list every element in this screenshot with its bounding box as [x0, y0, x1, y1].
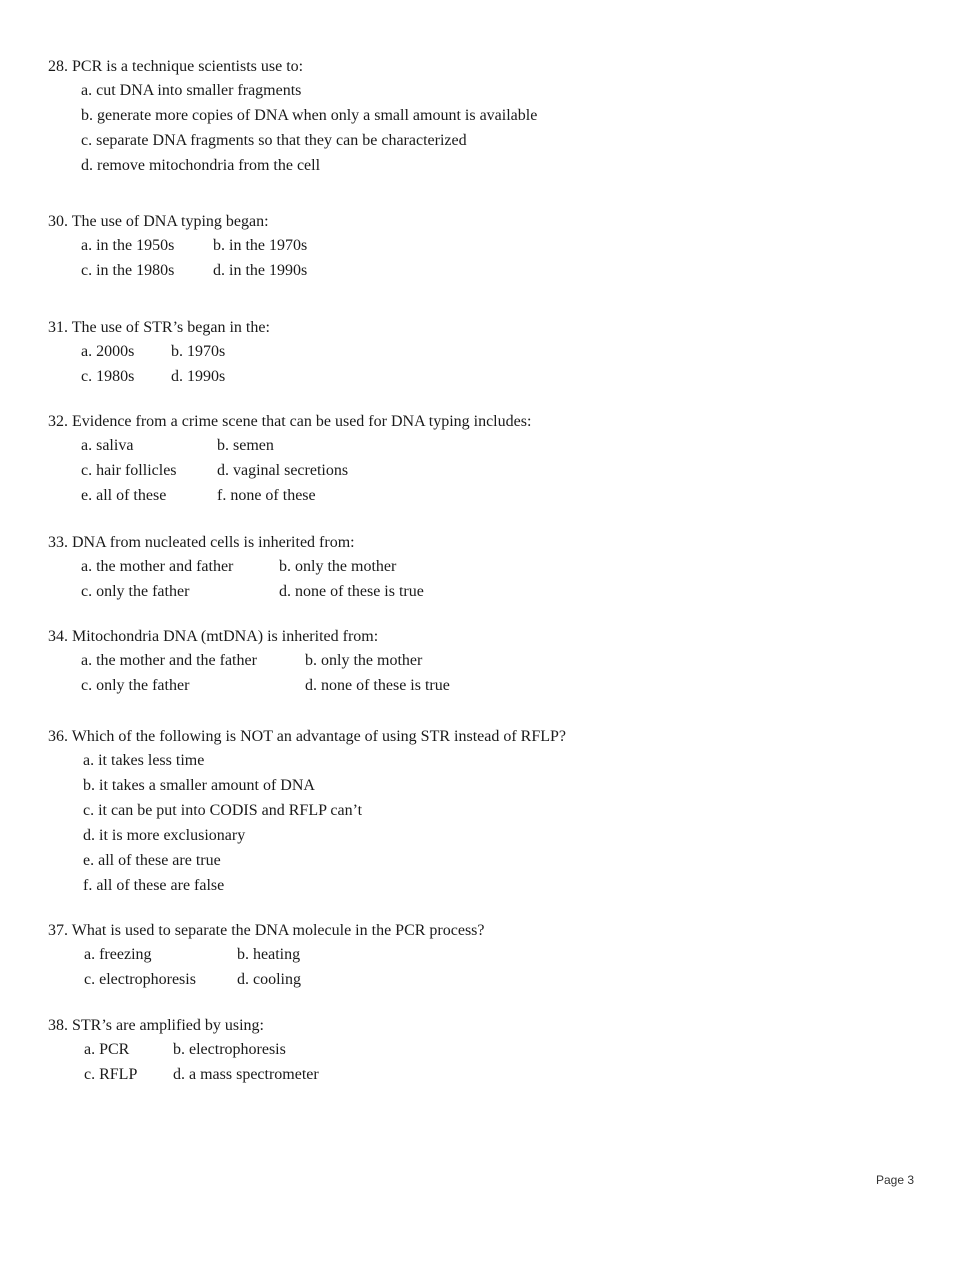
answer-option: f. none of these — [217, 487, 316, 504]
answer-row — [81, 579, 424, 604]
answer-row — [83, 798, 566, 823]
question-31 — [48, 317, 270, 389]
answer-option: b. only the mother — [305, 652, 423, 669]
answer-option: e. all of these are true — [83, 852, 221, 869]
answer-option: a. saliva — [81, 437, 134, 454]
answer-option: c. separate DNA fragments so that they can be characterized — [81, 132, 467, 149]
answer-option: d. cooling — [237, 971, 301, 988]
answer-row — [81, 233, 308, 258]
answer-option: b. it takes a smaller amount of DNA — [83, 777, 315, 794]
answer-row — [81, 648, 423, 673]
answer-row — [83, 748, 566, 773]
answer-option: e. all of these — [81, 487, 167, 504]
answer-option: d. vaginal secretions — [217, 462, 349, 479]
question-stem: 32. Evidence from a crime scene that can be used for DNA typing includes: — [48, 413, 532, 430]
answer-option: d. a mass spectrometer — [173, 1066, 319, 1083]
answer-option: c. electrophoresis — [84, 971, 196, 988]
question-28 — [48, 56, 538, 178]
answer-option: a. cut DNA into smaller fragments — [81, 82, 302, 99]
question-stem: 34. Mitochondria DNA (mtDNA) is inherited from: — [48, 628, 379, 645]
answer-option: d. none of these is true — [279, 583, 424, 600]
answer-option: c. in the 1980s — [81, 262, 175, 279]
answer-row — [81, 339, 270, 364]
answer-row — [84, 942, 485, 967]
question-stem: 28. PCR is a technique scientists use to: — [48, 58, 304, 75]
answer-row — [83, 873, 566, 898]
answer-option: c. only the father — [81, 677, 190, 694]
answer-option: d. remove mitochondria from the cell — [81, 157, 321, 174]
answer-row — [84, 967, 485, 992]
answer-row — [83, 773, 566, 798]
answer-row — [84, 1037, 286, 1062]
answer-option: b. electrophoresis — [173, 1041, 286, 1058]
answer-option: f. all of these are false — [83, 877, 225, 894]
answer-option: d. none of these is true — [305, 677, 450, 694]
question-stem: 33. DNA from nucleated cells is inherited from: — [48, 534, 355, 551]
answer-row — [83, 848, 566, 873]
answer-row — [81, 458, 531, 483]
answer-row — [81, 673, 450, 698]
answer-row — [81, 153, 321, 178]
question-32 — [48, 411, 531, 508]
answer-option: b. generate more copies of DNA when only a small amount is available — [81, 107, 538, 124]
question-37 — [48, 920, 485, 992]
answer-option: c. hair follicles — [81, 462, 177, 479]
answer-option: a. in the 1950s — [81, 237, 175, 254]
answer-option: a. the mother and father — [81, 558, 234, 575]
answer-row — [81, 103, 538, 128]
question-30 — [48, 211, 308, 283]
answer-option: b. semen — [217, 437, 274, 454]
question-stem: 31. The use of STR’s began in the: — [48, 319, 270, 336]
answer-option: d. 1990s — [171, 368, 226, 385]
question-stem: 30. The use of DNA typing began: — [48, 213, 269, 230]
question-34 — [48, 626, 450, 698]
answer-option: a. it takes less time — [83, 752, 205, 769]
answer-option: d. it is more exclusionary — [83, 827, 246, 844]
answer-option: b. 1970s — [171, 343, 226, 360]
answer-option: a. freezing — [84, 946, 152, 963]
question-stem: 36. Which of the following is NOT an advantage of using STR instead of RFLP? — [48, 728, 567, 745]
answer-row — [81, 78, 303, 103]
question-33 — [48, 532, 424, 604]
answer-option: c. RFLP — [84, 1066, 138, 1083]
answer-option: c. 1980s — [81, 368, 135, 385]
answer-option: a. the mother and the father — [81, 652, 257, 669]
answer-option: b. in the 1970s — [213, 237, 308, 254]
question-38 — [48, 1015, 319, 1087]
answer-row — [81, 258, 308, 283]
answer-row — [81, 554, 397, 579]
answer-option: c. only the father — [81, 583, 190, 600]
answer-option: a. PCR — [84, 1041, 130, 1058]
answer-option: c. it can be put into CODIS and RFLP can’t — [83, 802, 363, 819]
answer-option: a. 2000s — [81, 343, 135, 360]
answer-row — [81, 433, 531, 458]
answer-row — [81, 128, 467, 153]
page-number: Page 3 — [876, 1173, 915, 1187]
question-stem: 37. What is used to separate the DNA molecule in the PCR process? — [48, 922, 485, 939]
answer-row — [81, 483, 531, 508]
question-36 — [48, 726, 566, 898]
question-stem: 38. STR’s are amplified by using: — [48, 1017, 264, 1034]
answer-option: b. heating — [237, 946, 301, 963]
answer-option: b. only the mother — [279, 558, 397, 575]
answer-row — [81, 364, 270, 389]
answer-row — [83, 823, 566, 848]
answer-option: d. in the 1990s — [213, 262, 308, 279]
answer-row — [84, 1062, 319, 1087]
